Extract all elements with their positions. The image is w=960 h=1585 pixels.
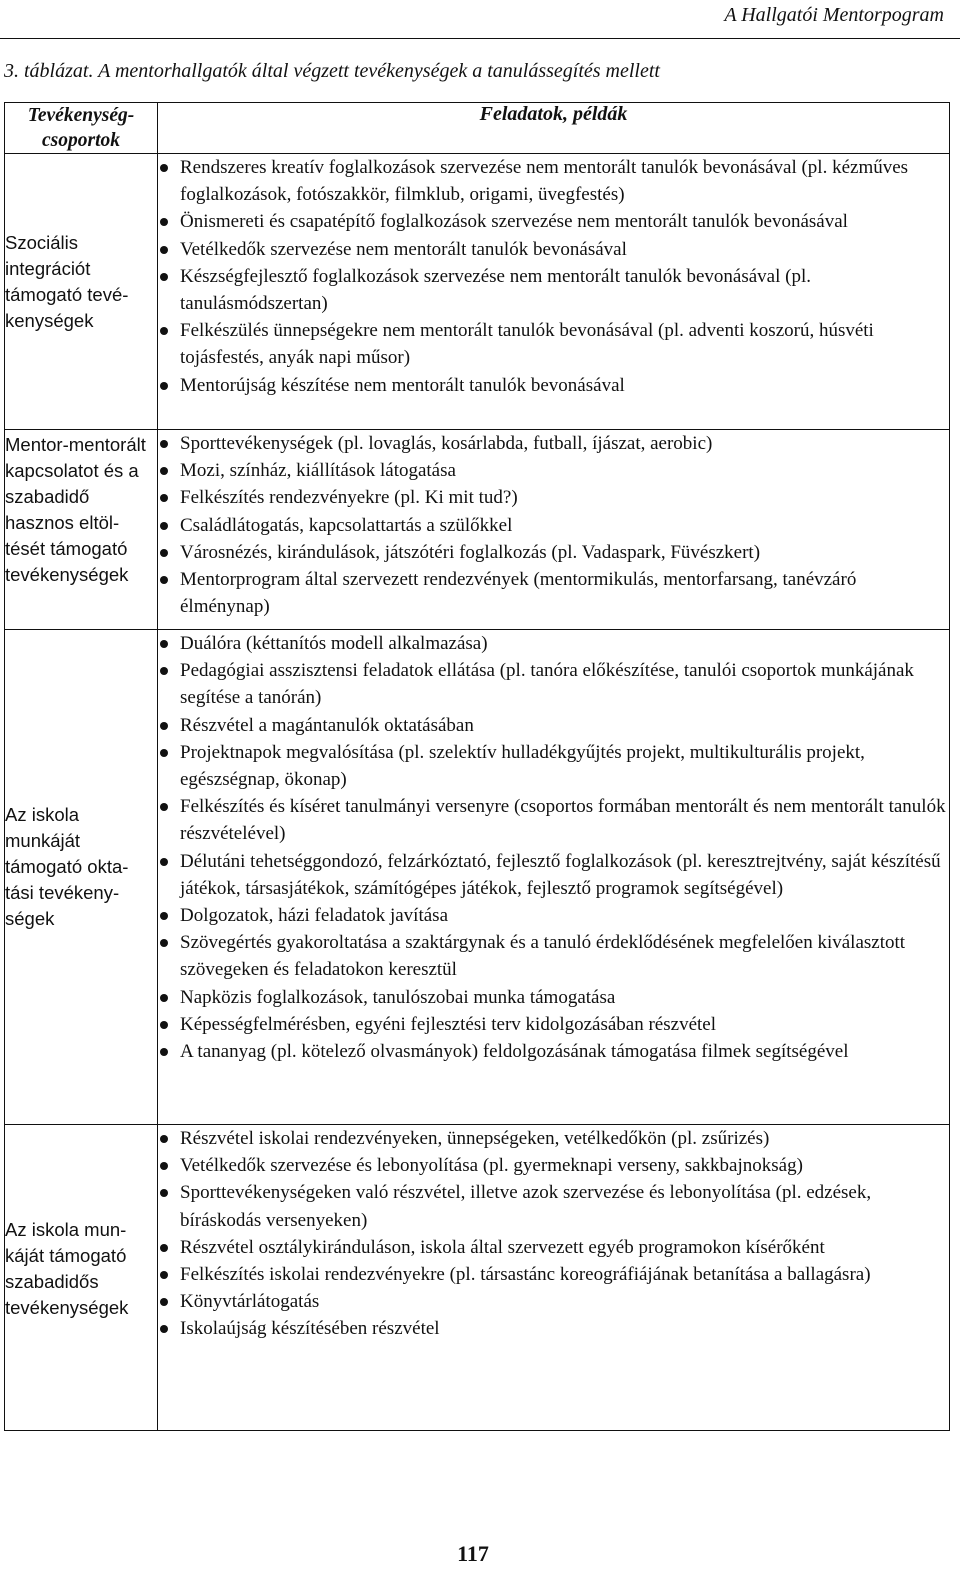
list-item: Készségfejlesztő foglalkozások szervezése nem mentorált tanulók bevonásával (pl. tanulásmódszertan) xyxy=(158,263,949,317)
column-header-activity-groups: Tevékenység-csoportok xyxy=(5,103,158,154)
list-item: Felkészítés és kíséret tanulmányi versenyre (csoportos formában mentorált és nem mentorált tanulók részvételével) xyxy=(158,793,949,847)
group-label xyxy=(5,154,158,430)
task-list xyxy=(158,430,949,620)
list-item: Pedagógiai asszisztensi feladatok ellátása (pl. tanóra előkészítése, tanulói csoportok munkájának segítése a tanórán) xyxy=(158,657,949,711)
list-item: Családlátogatás, kapcsolattartás a szülőkkel xyxy=(158,512,949,539)
list-item: Iskolaújság készítésében részvétel xyxy=(158,1315,949,1342)
list-item: Mozi, színház, kiállítások látogatása xyxy=(158,457,949,484)
list-item: Önismereti és csapatépítő foglalkozások szervezése nem mentorált tanulók bevonásával xyxy=(158,208,949,235)
table-caption: 3. táblázat. A mentorhallgatók által végzett tevékenységek a tanulássegítés mellett xyxy=(4,60,660,82)
group-items-cell xyxy=(158,1125,950,1431)
group-items-cell xyxy=(158,154,950,430)
list-item: Duálóra (kéttanítós modell alkalmazása) xyxy=(158,630,949,657)
table-header-row xyxy=(5,103,950,154)
list-item: Sporttevékenységek (pl. lovaglás, kosárlabda, futball, íjászat, aerobic) xyxy=(158,430,949,457)
group-label-text: Szociális integrációt támogató tevé-kenységek xyxy=(5,232,129,331)
list-item: Képességfelmérésben, egyéni fejlesztési terv kidolgozásában részvétel xyxy=(158,1011,949,1038)
list-item: Projektnapok megvalósítása (pl. szelektív hulladékgyűjtés projekt, multikulturális projekt, egészségnap, ökonap) xyxy=(158,739,949,793)
list-item: Vetélkedők szervezése nem mentorált tanulók bevonásával xyxy=(158,236,949,263)
table-row xyxy=(5,1125,950,1431)
list-item: Szövegértés gyakoroltatása a szaktárgynak és a tanuló érdeklődésének megfelelően kiválasztott szövegeken és feladatokon keresztül xyxy=(158,929,949,983)
group-label-text: Az iskola mun-káját támogató szabadidős tevékenységek xyxy=(5,1219,129,1318)
group-items-cell xyxy=(158,430,950,630)
table-row xyxy=(5,630,950,1125)
list-item: Délutáni tehetséggondozó, felzárkóztató, fejlesztő foglalkozások (pl. keresztrejtvény, saját készítésű játékok, társasjátékok, számítógépes játékok, fejlesztő programok segítségével) xyxy=(158,848,949,902)
group-items-cell xyxy=(158,630,950,1125)
list-item: Dolgozatok, házi feladatok javítása xyxy=(158,902,949,929)
running-header: A Hallgatói Mentorpogram xyxy=(724,4,944,26)
list-item: Sporttevékenységeken való részvétel, illetve azok szervezése és lebonyolítása (pl. edzések, bíráskodás versenyeken) xyxy=(158,1179,949,1233)
table-row xyxy=(5,430,950,630)
list-item: Felkészülés ünnepségekre nem mentorált tanulók bevonásával (pl. adventi koszorú, húsvéti tojásfestés, anyák napi műsor) xyxy=(158,317,949,371)
task-list xyxy=(158,154,949,399)
group-label-text: Az iskola munkáját támogató okta-tási tevékeny-ségek xyxy=(5,804,129,929)
list-item: Városnézés, kirándulások, játszótéri foglalkozás (pl. Vadaspark, Füvészkert) xyxy=(158,539,949,566)
list-item: Mentorprogram által szervezett rendezvények (mentormikulás, mentorfarsang, tanévzáró élménynap) xyxy=(158,566,949,620)
header-rule xyxy=(0,38,960,39)
activities-table xyxy=(4,102,950,1431)
group-label xyxy=(5,630,158,1125)
list-item: Rendszeres kreatív foglalkozások szervezése nem mentorált tanulók bevonásával (pl. kézműves foglalkozások, fotószakkör, filmklub, origami, üvegfestés) xyxy=(158,154,949,208)
list-item: Mentorújság készítése nem mentorált tanulók bevonásával xyxy=(158,372,949,399)
group-label xyxy=(5,1125,158,1431)
column-header-tasks-examples: Feladatok, példák xyxy=(158,103,950,154)
task-list xyxy=(158,1125,949,1343)
list-item: Napközis foglalkozások, tanulószobai munka támogatása xyxy=(158,984,949,1011)
list-item: Részvétel iskolai rendezvényeken, ünnepségeken, vetélkedőkön (pl. zsűrizés) xyxy=(158,1125,949,1152)
list-item: Vetélkedők szervezése és lebonyolítása (pl. gyermeknapi verseny, sakkbajnokság) xyxy=(158,1152,949,1179)
page-number: 117 xyxy=(457,1541,489,1566)
list-item: Felkészítés rendezvényekre (pl. Ki mit tud?) xyxy=(158,484,949,511)
list-item: Részvétel a magántanulók oktatásában xyxy=(158,712,949,739)
list-item: Felkészítés iskolai rendezvényekre (pl. társastánc koreográfiájának betanítása a ballagásra) xyxy=(158,1261,949,1288)
list-item: A tananyag (pl. kötelező olvasmányok) feldolgozásának támogatása filmek segítségével xyxy=(158,1038,949,1065)
task-list xyxy=(158,630,949,1065)
table-row xyxy=(5,154,950,430)
list-item: Könyvtárlátogatás xyxy=(158,1288,949,1315)
list-item: Részvétel osztálykiránduláson, iskola által szervezett egyéb programokon kísérőként xyxy=(158,1234,949,1261)
group-label xyxy=(5,430,158,630)
group-label-text: Mentor-mentorált kapcsolatot és a szabadidő hasznos eltöl-tését támogató tevékenységek xyxy=(5,434,146,585)
